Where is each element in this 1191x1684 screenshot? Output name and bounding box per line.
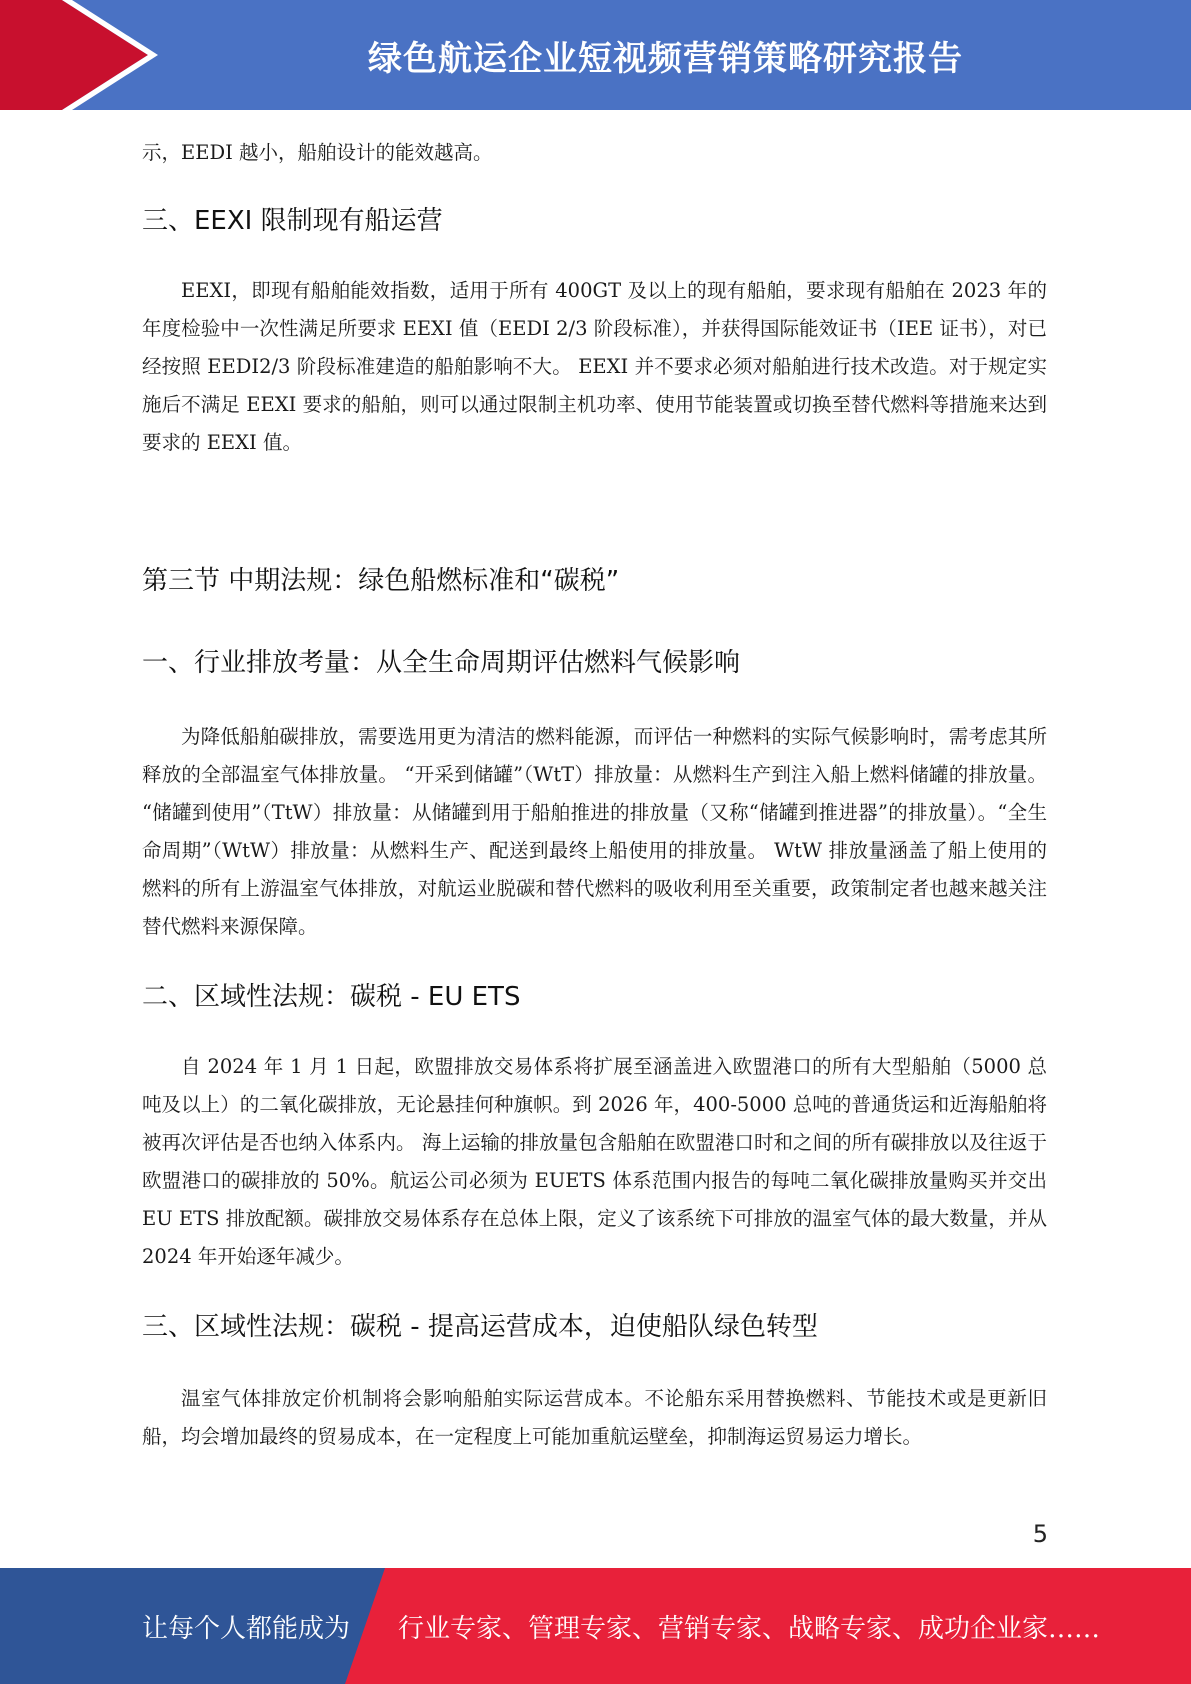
page-footer — [0, 1568, 1191, 1684]
heading-eu-ets: 二、区域性法规：碳税 - EU ETS — [142, 982, 521, 1012]
paragraph-continued: 示，EEDI 越小，船舶设计的能效越高。 — [142, 141, 493, 164]
paragraph-operating-cost: 温室气体排放定价机制将会影响船舶实际运营成本。不论船东采用替换燃料、节能技术或是更新旧船，均会增加最终的贸易成本，在一定程度上可能加重航运壁垒，抑制海运贸易运力增长。 — [142, 1387, 1047, 1448]
footer-slogan-right: 行业专家、管理专家、营销专家、战略专家、成功企业家…… — [398, 1613, 1101, 1644]
footer-slogan-left: 让每个人都能成为 — [142, 1613, 351, 1644]
paragraph-eexi: EEXI，即现有船舶能效指数，适用于所有 400GT 及以上的现有船舶，要求现有船舶在 2023 年的年度检验中一次性满足所要求 EEXI 值（EEDI 2/3 阶段标准），并获得国际能效证书（IEE 证书），对已经按照 EEDI2/3 阶段标准建造的船舶影响不大。 EEXI 并不要求必须对船舶进行技术改造。对于规定实施后不满足 EEXI 要求的船舶，则可以通过限制主机功率、使用节能装置或切换至替代燃料等措施来达到要求的 EEXI 值。 — [142, 279, 1047, 454]
heading-operating-cost: 三、区域性法规：碳税 - 提高运营成本，迫使船队绿色转型 — [142, 1312, 818, 1342]
page-header — [0, 0, 1191, 110]
heading-lifecycle: 一、行业排放考量：从全生命周期评估燃料气候影响 — [142, 648, 741, 678]
section-title: 第三节 中期法规：绿色船燃标准和“碳税” — [142, 566, 620, 596]
paragraph-lifecycle: 为降低船舶碳排放，需要选用更为清洁的燃料能源，而评估一种燃料的实际气候影响时，需考虑其所释放的全部温室气体排放量。 “开采到储罐”（WtT）排放量：从燃料生产到注入船上燃料储罐的排放量。 “储罐到使用”（TtW）排放量：从储罐到用于船舶推进的排放量（又称“储罐到推进器”的排放量）。“全生命周期”（WtW）排放量：从燃料生产、配送到最终上船使用的排放量。 WtW 排放量涵盖了船上使用的燃料的所有上游温室气体排放，对航运业脱碳和替代燃料的吸收利用至关重要，政策制定者也越来越关注替代燃料来源保障。 — [142, 725, 1047, 938]
heading-eexi: 三、EEXI 限制现有船运营 — [142, 206, 443, 236]
report-title: 绿色航运企业短视频营销策略研究报告 — [368, 38, 963, 79]
page-number: 5 — [1032, 1520, 1048, 1548]
header-arrow-decoration — [0, 0, 160, 110]
paragraph-eu-ets: 自 2024 年 1 月 1 日起，欧盟排放交易体系将扩展至涵盖进入欧盟港口的所有大型船舶（5000 总吨及以上）的二氧化碳排放，无论悬挂何种旗帜。到 2026 年，400-5000 总吨的普通货运和近海船舶将被再次评估是否也纳入体系内。 海上运输的排放量包含船舶在欧盟港口时和之间的所有碳排放以及往返于欧盟港口的碳排放的 50%。航运公司必须为 EUETS 体系范围内报告的每吨二氧化碳排放量购买并交出 EU ETS 排放配额。碳排放交易体系存在总体上限，定义了该系统下可排放的温室气体的最大数量，并从 2024 年开始逐年减少。 — [142, 1055, 1047, 1268]
